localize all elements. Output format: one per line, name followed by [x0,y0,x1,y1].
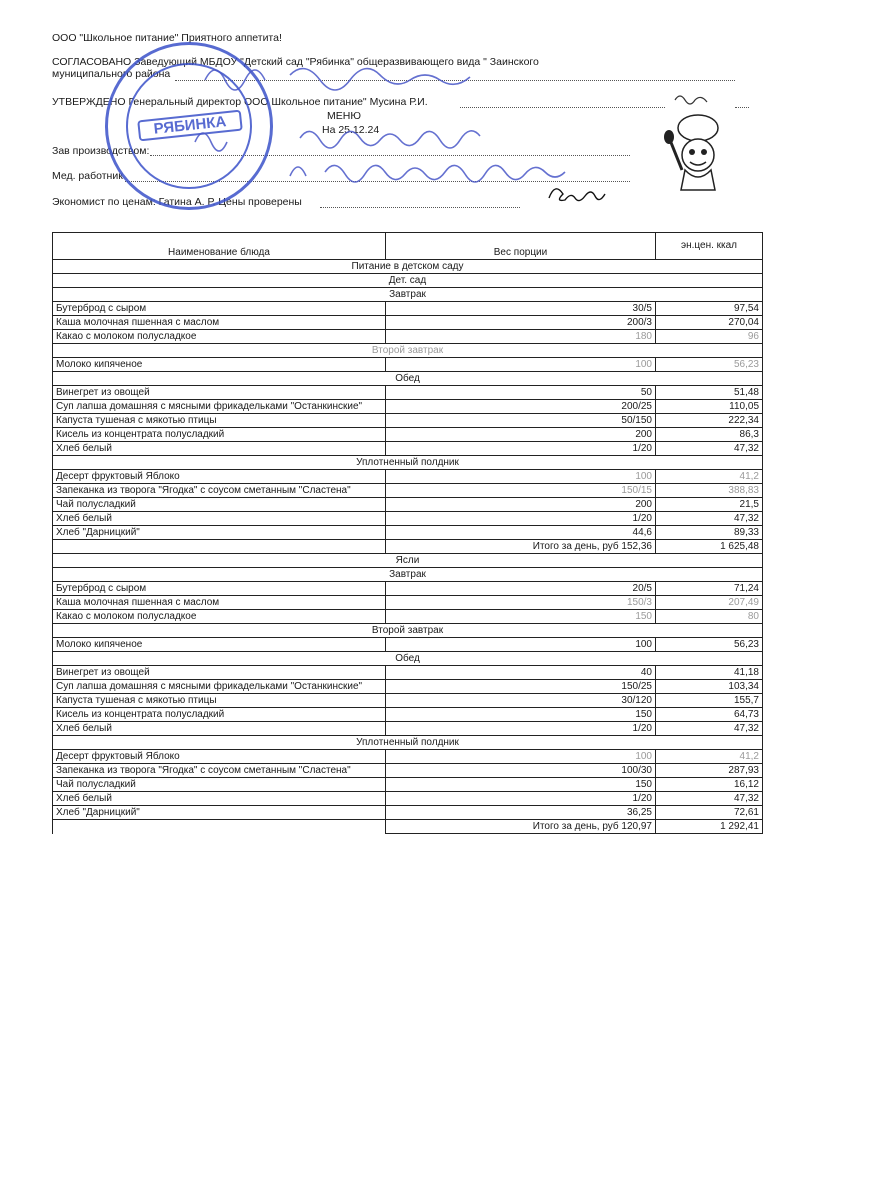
table-row [53,316,763,330]
table-row [53,666,763,680]
total-row [53,540,763,554]
total-blank-cell [53,540,386,554]
dish-kcal: 89,33 [656,526,763,540]
dish-kcal: 47,32 [656,722,763,736]
agreed-line-2: муниципального района [52,68,171,80]
dish-name: Бутерброд с сыром [53,302,386,316]
dish-kcal: 41,2 [656,470,763,484]
dish-weight: 150 [386,708,656,722]
economist-signature [545,178,615,206]
table-row [53,582,763,596]
dish-weight: 44,6 [386,526,656,540]
dish-weight: 50/150 [386,414,656,428]
section-label: Второй завтрак [53,624,763,638]
section-row [53,652,763,666]
menu-table-body [53,233,763,834]
dish-weight: 150/15 [386,484,656,498]
economist-signature-line [320,207,520,208]
dish-name: Бутерброд с сыром [53,582,386,596]
dish-kcal: 21,5 [656,498,763,512]
table-row [53,806,763,820]
medic-label: Мед. работник [52,170,123,182]
section-row [53,736,763,750]
production-label: Зав производством: [52,145,150,157]
dish-name: Хлеб "Дарницкий" [53,526,386,540]
dish-name: Кисель из концентрата полусладкий [53,708,386,722]
dish-name: Десерт фруктовый Яблоко [53,750,386,764]
dish-kcal: 287,93 [656,764,763,778]
total-row [53,820,763,834]
table-row [53,470,763,484]
dish-name: Какао с молоком полусладкое [53,330,386,344]
section-label: Ясли [53,554,763,568]
agreed-line-1: СОГЛАСОВАНО Заведующий МБДОУ "Детский сад "Рябинка" общеразвивающего вида " Заинского [52,56,539,68]
dish-kcal: 103,34 [656,680,763,694]
dish-weight: 150 [386,610,656,624]
dish-name: Кисель из концентрата полусладкий [53,428,386,442]
column-header-weight: Вес порции [386,233,656,260]
dish-kcal: 80 [656,610,763,624]
dish-weight: 200 [386,498,656,512]
column-header-kcal: эн.цен. ккал [656,233,763,260]
dish-name: Запеканка из творога "Ягодка" с соусом сметанным "Сластена" [53,764,386,778]
dish-name: Хлеб "Дарницкий" [53,806,386,820]
dish-kcal: 270,04 [656,316,763,330]
section-row [53,624,763,638]
dish-name: Винегрет из овощей [53,386,386,400]
dish-kcal: 56,23 [656,638,763,652]
dish-kcal: 97,54 [656,302,763,316]
table-row [53,512,763,526]
section-label: Завтрак [53,288,763,302]
agreed-signature [200,55,500,95]
table-row [53,610,763,624]
section-label: Второй завтрак [53,344,763,358]
dish-kcal: 47,32 [656,442,763,456]
table-row [53,400,763,414]
table-row [53,498,763,512]
dish-name: Каша молочная пшенная с маслом [53,596,386,610]
dish-weight: 1/20 [386,722,656,736]
menu-table [52,232,763,834]
dish-weight: 100 [386,358,656,372]
section-row [53,554,763,568]
table-row [53,638,763,652]
total-blank-cell [53,820,386,834]
section-label: Уплотненный полдник [53,456,763,470]
dish-kcal: 72,61 [656,806,763,820]
dish-weight: 1/20 [386,442,656,456]
dish-kcal: 47,32 [656,792,763,806]
section-label: Дет. сад [53,274,763,288]
table-row [53,708,763,722]
dish-weight: 20/5 [386,582,656,596]
section-row [53,372,763,386]
company-line: ООО "Школьное питание" Приятного аппетита! [52,32,282,44]
menu-title: МЕНЮ [327,110,361,122]
column-header-name: Наименование блюда [53,233,386,260]
dish-weight: 150/3 [386,596,656,610]
section-row [53,568,763,582]
dish-kcal: 155,7 [656,694,763,708]
dish-kcal: 47,32 [656,512,763,526]
dish-weight: 40 [386,666,656,680]
dish-weight: 30/5 [386,302,656,316]
dish-kcal: 86,3 [656,428,763,442]
approved-signature-line-end [735,107,749,108]
total-kcal: 1 292,41 [656,820,763,834]
dish-weight: 200 [386,428,656,442]
dish-kcal: 41,18 [656,666,763,680]
table-row [53,596,763,610]
dish-name: Запеканка из творога "Ягодка" с соусом сметанным "Сластена" [53,484,386,498]
table-row [53,414,763,428]
dish-name: Хлеб белый [53,792,386,806]
table-row [53,484,763,498]
dish-kcal: 51,48 [656,386,763,400]
table-row [53,764,763,778]
dish-weight: 200/3 [386,316,656,330]
dish-name: Чай полусладкий [53,778,386,792]
dish-weight: 100 [386,750,656,764]
dish-weight: 100 [386,638,656,652]
economist-line: Экономист по ценам: Гатина А. Р. Цены проверены [52,196,302,208]
dish-weight: 180 [386,330,656,344]
menu-date: На 25.12.24 [322,124,380,136]
dish-weight: 30/120 [386,694,656,708]
table-row [53,722,763,736]
dish-weight: 200/25 [386,400,656,414]
chef-logo-icon [660,110,730,195]
dish-weight: 100 [386,470,656,484]
section-label: Уплотненный полдник [53,736,763,750]
stamp-name: РЯБИНКА [137,110,243,142]
dish-kcal: 110,05 [656,400,763,414]
table-row [53,750,763,764]
dish-weight: 150 [386,778,656,792]
section-row [53,260,763,274]
dish-weight: 36,25 [386,806,656,820]
dish-name: Какао с молоком полусладкое [53,610,386,624]
table-row [53,330,763,344]
section-label: Питание в детском саду [53,260,763,274]
dish-weight: 150/25 [386,680,656,694]
section-label: Обед [53,372,763,386]
dish-kcal: 388,83 [656,484,763,498]
dish-weight: 100/30 [386,764,656,778]
approved-signature-line [460,107,665,108]
dish-weight: 1/20 [386,792,656,806]
table-row [53,428,763,442]
dish-name: Капуста тушеная с мякотью птицы [53,694,386,708]
dish-name: Чай полусладкий [53,498,386,512]
table-row [53,526,763,540]
table-row [53,442,763,456]
section-row [53,274,763,288]
dish-name: Капуста тушеная с мякотью птицы [53,414,386,428]
dish-kcal: 96 [656,330,763,344]
dish-name: Каша молочная пшенная с маслом [53,316,386,330]
table-header-row [53,233,763,260]
dish-name: Винегрет из овощей [53,666,386,680]
table-row [53,302,763,316]
dish-name: Суп лапша домашняя с мясными фрикадельками "Останкинские" [53,400,386,414]
dish-kcal: 64,73 [656,708,763,722]
table-row [53,358,763,372]
dish-weight: 1/20 [386,512,656,526]
table-row [53,680,763,694]
dish-kcal: 41,2 [656,750,763,764]
section-label: Завтрак [53,568,763,582]
dish-name: Хлеб белый [53,442,386,456]
total-label: Итого за день, руб 152,36 [386,540,656,554]
table-row [53,792,763,806]
table-row [53,386,763,400]
dish-kcal: 71,24 [656,582,763,596]
table-row [53,694,763,708]
dish-name: Молоко кипяченое [53,638,386,652]
dish-kcal: 207,49 [656,596,763,610]
director-signature [672,90,712,108]
total-label: Итого за день, руб 120,97 [386,820,656,834]
dish-kcal: 16,12 [656,778,763,792]
section-row [53,288,763,302]
dish-kcal: 56,23 [656,358,763,372]
approved-line: УТВЕРЖДЕНО Генеральный директор ООО Школьное питание" Мусина Р.И. [52,96,428,108]
dish-name: Молоко кипяченое [53,358,386,372]
dish-weight: 50 [386,386,656,400]
section-row [53,456,763,470]
dish-kcal: 222,34 [656,414,763,428]
section-label: Обед [53,652,763,666]
total-kcal: 1 625,48 [656,540,763,554]
section-row [53,344,763,358]
dish-name: Хлеб белый [53,722,386,736]
dish-name: Суп лапша домашняя с мясными фрикадельками "Останкинские" [53,680,386,694]
dish-name: Хлеб белый [53,512,386,526]
table-row [53,778,763,792]
dish-name: Десерт фруктовый Яблоко [53,470,386,484]
